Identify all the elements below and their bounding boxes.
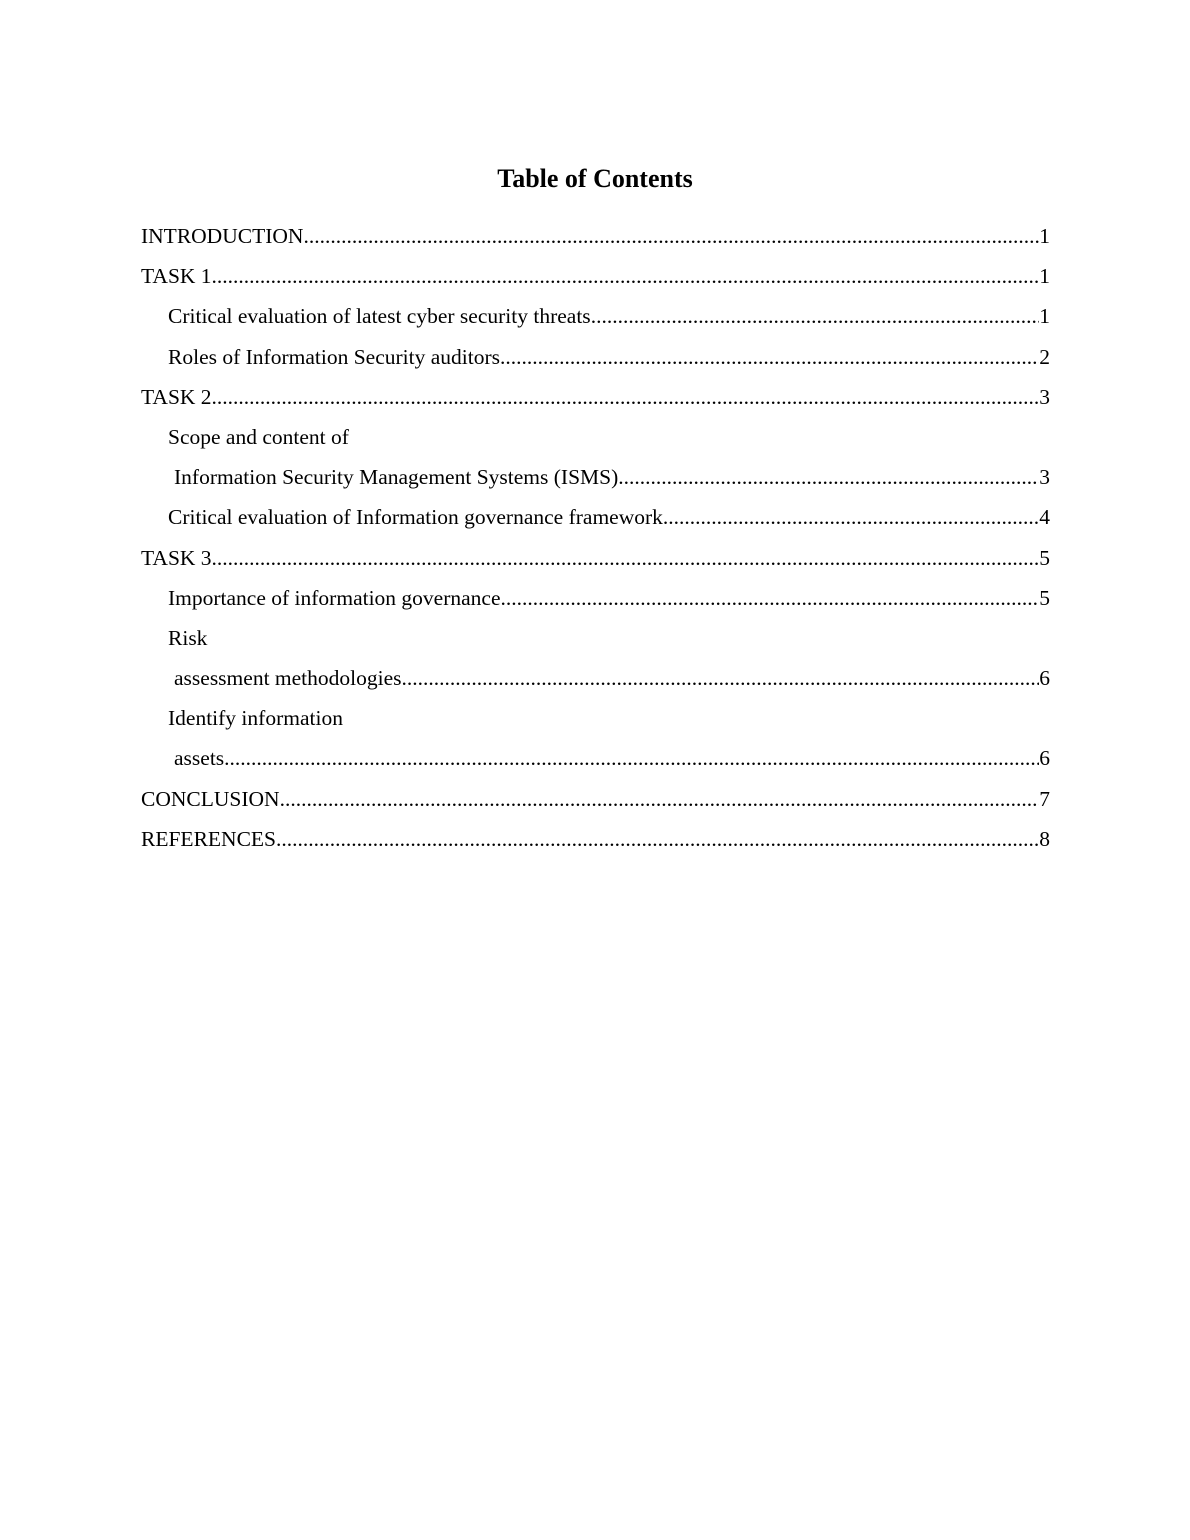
toc-page-number: 3: [1039, 465, 1050, 490]
toc-entry-isms[interactable]: [141, 457, 1050, 497]
toc-entry-risk-methodologies[interactable]: [141, 658, 1050, 698]
toc-entry-label: Critical evaluation of latest cyber security threats: [168, 304, 591, 329]
toc-entry-label: TASK 3: [141, 545, 212, 570]
toc-entry-label: assessment methodologies: [174, 666, 402, 691]
toc-page-number: 2: [1039, 344, 1050, 369]
toc-entry-label: Identify information: [168, 706, 343, 731]
toc-entry-label: TASK 1: [141, 264, 212, 289]
toc-page-number: 1: [1039, 304, 1050, 329]
dot-leader: [280, 779, 1040, 819]
toc-page-number: 6: [1039, 746, 1050, 771]
toc-page-number: 1: [1039, 264, 1050, 289]
dot-leader: [591, 296, 1040, 336]
toc-entry-assets[interactable]: [141, 738, 1050, 778]
toc-page-number: 5: [1039, 545, 1050, 570]
toc-page-number: 5: [1039, 585, 1050, 610]
toc-entry-label: INTRODUCTION: [141, 224, 304, 248]
dot-leader: [212, 256, 1040, 296]
table-of-contents: [141, 216, 1050, 859]
dot-leader: [402, 658, 1040, 698]
dot-leader: [224, 738, 1039, 778]
toc-entry-governance-framework[interactable]: [141, 497, 1050, 537]
toc-entry-label: TASK 2: [141, 384, 212, 409]
toc-entry-cyber-threats[interactable]: [141, 296, 1050, 336]
toc-entry-task-2[interactable]: [141, 377, 1050, 417]
dot-leader: [212, 377, 1040, 417]
toc-entry-assets-heading[interactable]: [141, 698, 1050, 738]
toc-entry-label: Scope and content of: [168, 424, 349, 449]
page-title: Table of Contents: [497, 164, 693, 193]
toc-entry-label: Importance of information governance: [168, 585, 501, 610]
toc-entry-risk-heading[interactable]: [141, 618, 1050, 658]
toc-entry-isms-heading[interactable]: [141, 417, 1050, 457]
dot-leader: [663, 497, 1039, 537]
dot-leader: [501, 578, 1040, 618]
toc-page-number: 4: [1039, 505, 1050, 530]
dot-leader: [276, 819, 1039, 859]
toc-entry-references[interactable]: [141, 819, 1050, 859]
toc-entry-security-auditors[interactable]: [141, 337, 1050, 377]
toc-page-number: 3: [1039, 384, 1050, 409]
toc-entry-conclusion[interactable]: [141, 779, 1050, 819]
toc-entry-label: REFERENCES: [141, 826, 276, 851]
toc-entry-label: CONCLUSION: [141, 786, 280, 811]
toc-entry-label: Information Security Management Systems (ISMS): [174, 465, 619, 490]
dot-leader: [212, 538, 1040, 578]
toc-page-number: 1: [1039, 224, 1050, 248]
toc-entry-governance-importance[interactable]: [141, 578, 1050, 618]
dot-leader: [618, 457, 1039, 497]
dot-leader: [500, 337, 1039, 377]
toc-entry-task-1[interactable]: [141, 256, 1050, 296]
toc-page-number: 6: [1039, 666, 1050, 691]
toc-page-number: 7: [1039, 786, 1050, 811]
toc-entry-label: assets: [174, 746, 225, 771]
toc-entry-label: Critical evaluation of Information governance framework: [168, 505, 663, 530]
toc-page-number: 8: [1039, 826, 1050, 851]
toc-entry-task-3[interactable]: [141, 538, 1050, 578]
toc-entry-label: Roles of Information Security auditors: [168, 344, 500, 369]
toc-entry-introduction[interactable]: [141, 216, 1050, 256]
dot-leader: [303, 216, 1039, 256]
toc-entry-label: Risk: [168, 625, 208, 650]
